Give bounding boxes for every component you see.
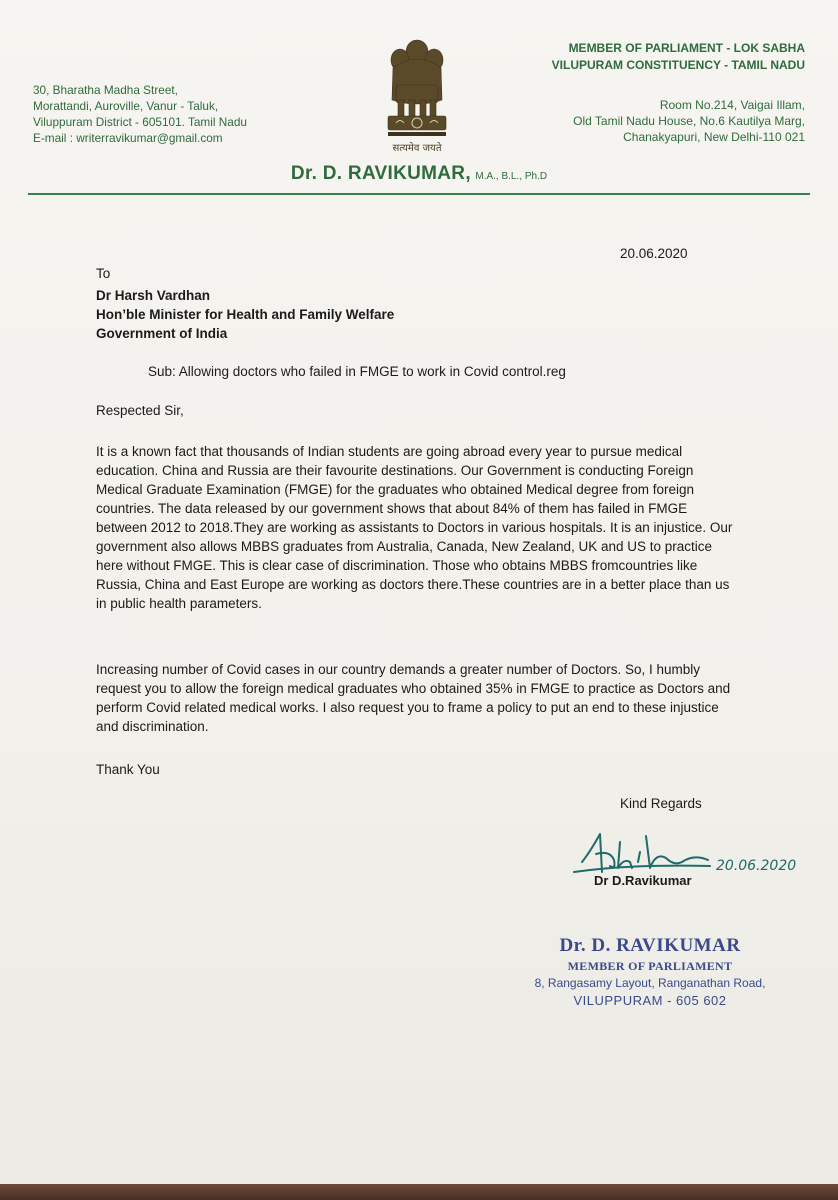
emblem-motto: सत्यमेव जयते bbox=[392, 143, 442, 154]
subject-line: Sub: Allowing doctors who failed in FMGE to work in Covid control.reg bbox=[148, 364, 566, 379]
official-stamp bbox=[520, 935, 780, 1008]
stamp-title: MEMBER OF PARLIAMENT bbox=[567, 959, 733, 973]
recipient-name: Dr Harsh Vardhan bbox=[96, 288, 211, 303]
letter-date: 20.06.2020 bbox=[620, 246, 688, 261]
stamp-address: 8, Rangasamy Layout, Ranganathan Road, bbox=[534, 976, 766, 990]
signatory-name: Dr D.Ravikumar bbox=[594, 873, 692, 888]
stamp-city: VILUPPURAM - 605 602 bbox=[573, 993, 727, 1008]
address-line: Room No.214, Vaigai Illam, bbox=[659, 98, 805, 112]
table-edge bbox=[0, 1184, 838, 1200]
recipient-designation: Hon’ble Minister for Health and Family Welfare bbox=[96, 307, 395, 322]
regards-line: Kind Regards bbox=[620, 796, 702, 811]
header-divider bbox=[28, 193, 810, 195]
to-label: To bbox=[96, 266, 111, 281]
title-line: MEMBER OF PARLIAMENT - LOK SABHA bbox=[568, 41, 805, 55]
body-paragraph: It is a known fact that thousands of Indian students are going abroad every year to pursue medical education. China and Russia are their favourite destinations. Our Government is conducting Foreign Medical Graduate Examination (FMGE) for the graduates who obtained Medical degree from foreign countries. The data released by our government shows that about 84% of them has failed in FMGE between 2012 to 2018.They are working as assistants to Doctors in various hospitals. It is an injustice. Our government also allows MBBS graduates from Australia, Canada, New Zealand, UK and US to practice here without FMGE. This is clear case of discrimination. Those who obtains MBBS fromcountries like Russia, China and East Europe are working as doctors there.These countries are in a better place than us in public health parameters. bbox=[96, 444, 733, 611]
title-line: VILUPURAM CONSTITUENCY - TAMIL NADU bbox=[551, 58, 805, 72]
email-line: E-mail : writerravikumar@gmail.com bbox=[33, 131, 223, 145]
letterhead-name bbox=[0, 163, 838, 185]
stamp-name: Dr. D. RAVIKUMAR bbox=[559, 935, 741, 956]
body-paragraph: Increasing number of Covid cases in our country demands a greater number of Doctors. So, I humbly request you to allow the foreign medical graduates who obtained 35% in FMGE to practice as Doctors and perform Covid related medical works. I also request you to frame a policy to put an end to these injustice and discrimination. bbox=[96, 662, 731, 734]
sender-qualifications: M.A., B.L., Ph.D bbox=[475, 171, 548, 182]
salutation: Respected Sir, bbox=[96, 403, 184, 418]
recipient-block bbox=[96, 286, 394, 343]
closing-line: Thank You bbox=[96, 762, 160, 777]
sender-address bbox=[33, 82, 247, 146]
signature-date: 20.06.2020 bbox=[716, 858, 797, 874]
address-line: Old Tamil Nadu House, No.6 Kautilya Marg, bbox=[573, 114, 805, 128]
address-line: Chanakyapuri, New Delhi-110 021 bbox=[623, 130, 805, 144]
mp-title bbox=[552, 40, 805, 74]
recipient-organisation: Government of India bbox=[96, 326, 228, 341]
delhi-address bbox=[573, 97, 805, 145]
sender-name: Dr. D. RAVIKUMAR, bbox=[290, 163, 471, 184]
address-line: 30, Bharatha Madha Street, bbox=[33, 83, 178, 97]
address-line: Morattandi, Auroville, Vanur - Taluk, bbox=[33, 99, 219, 113]
address-line: Viluppuram District - 605101. Tamil Nadu bbox=[33, 115, 247, 129]
